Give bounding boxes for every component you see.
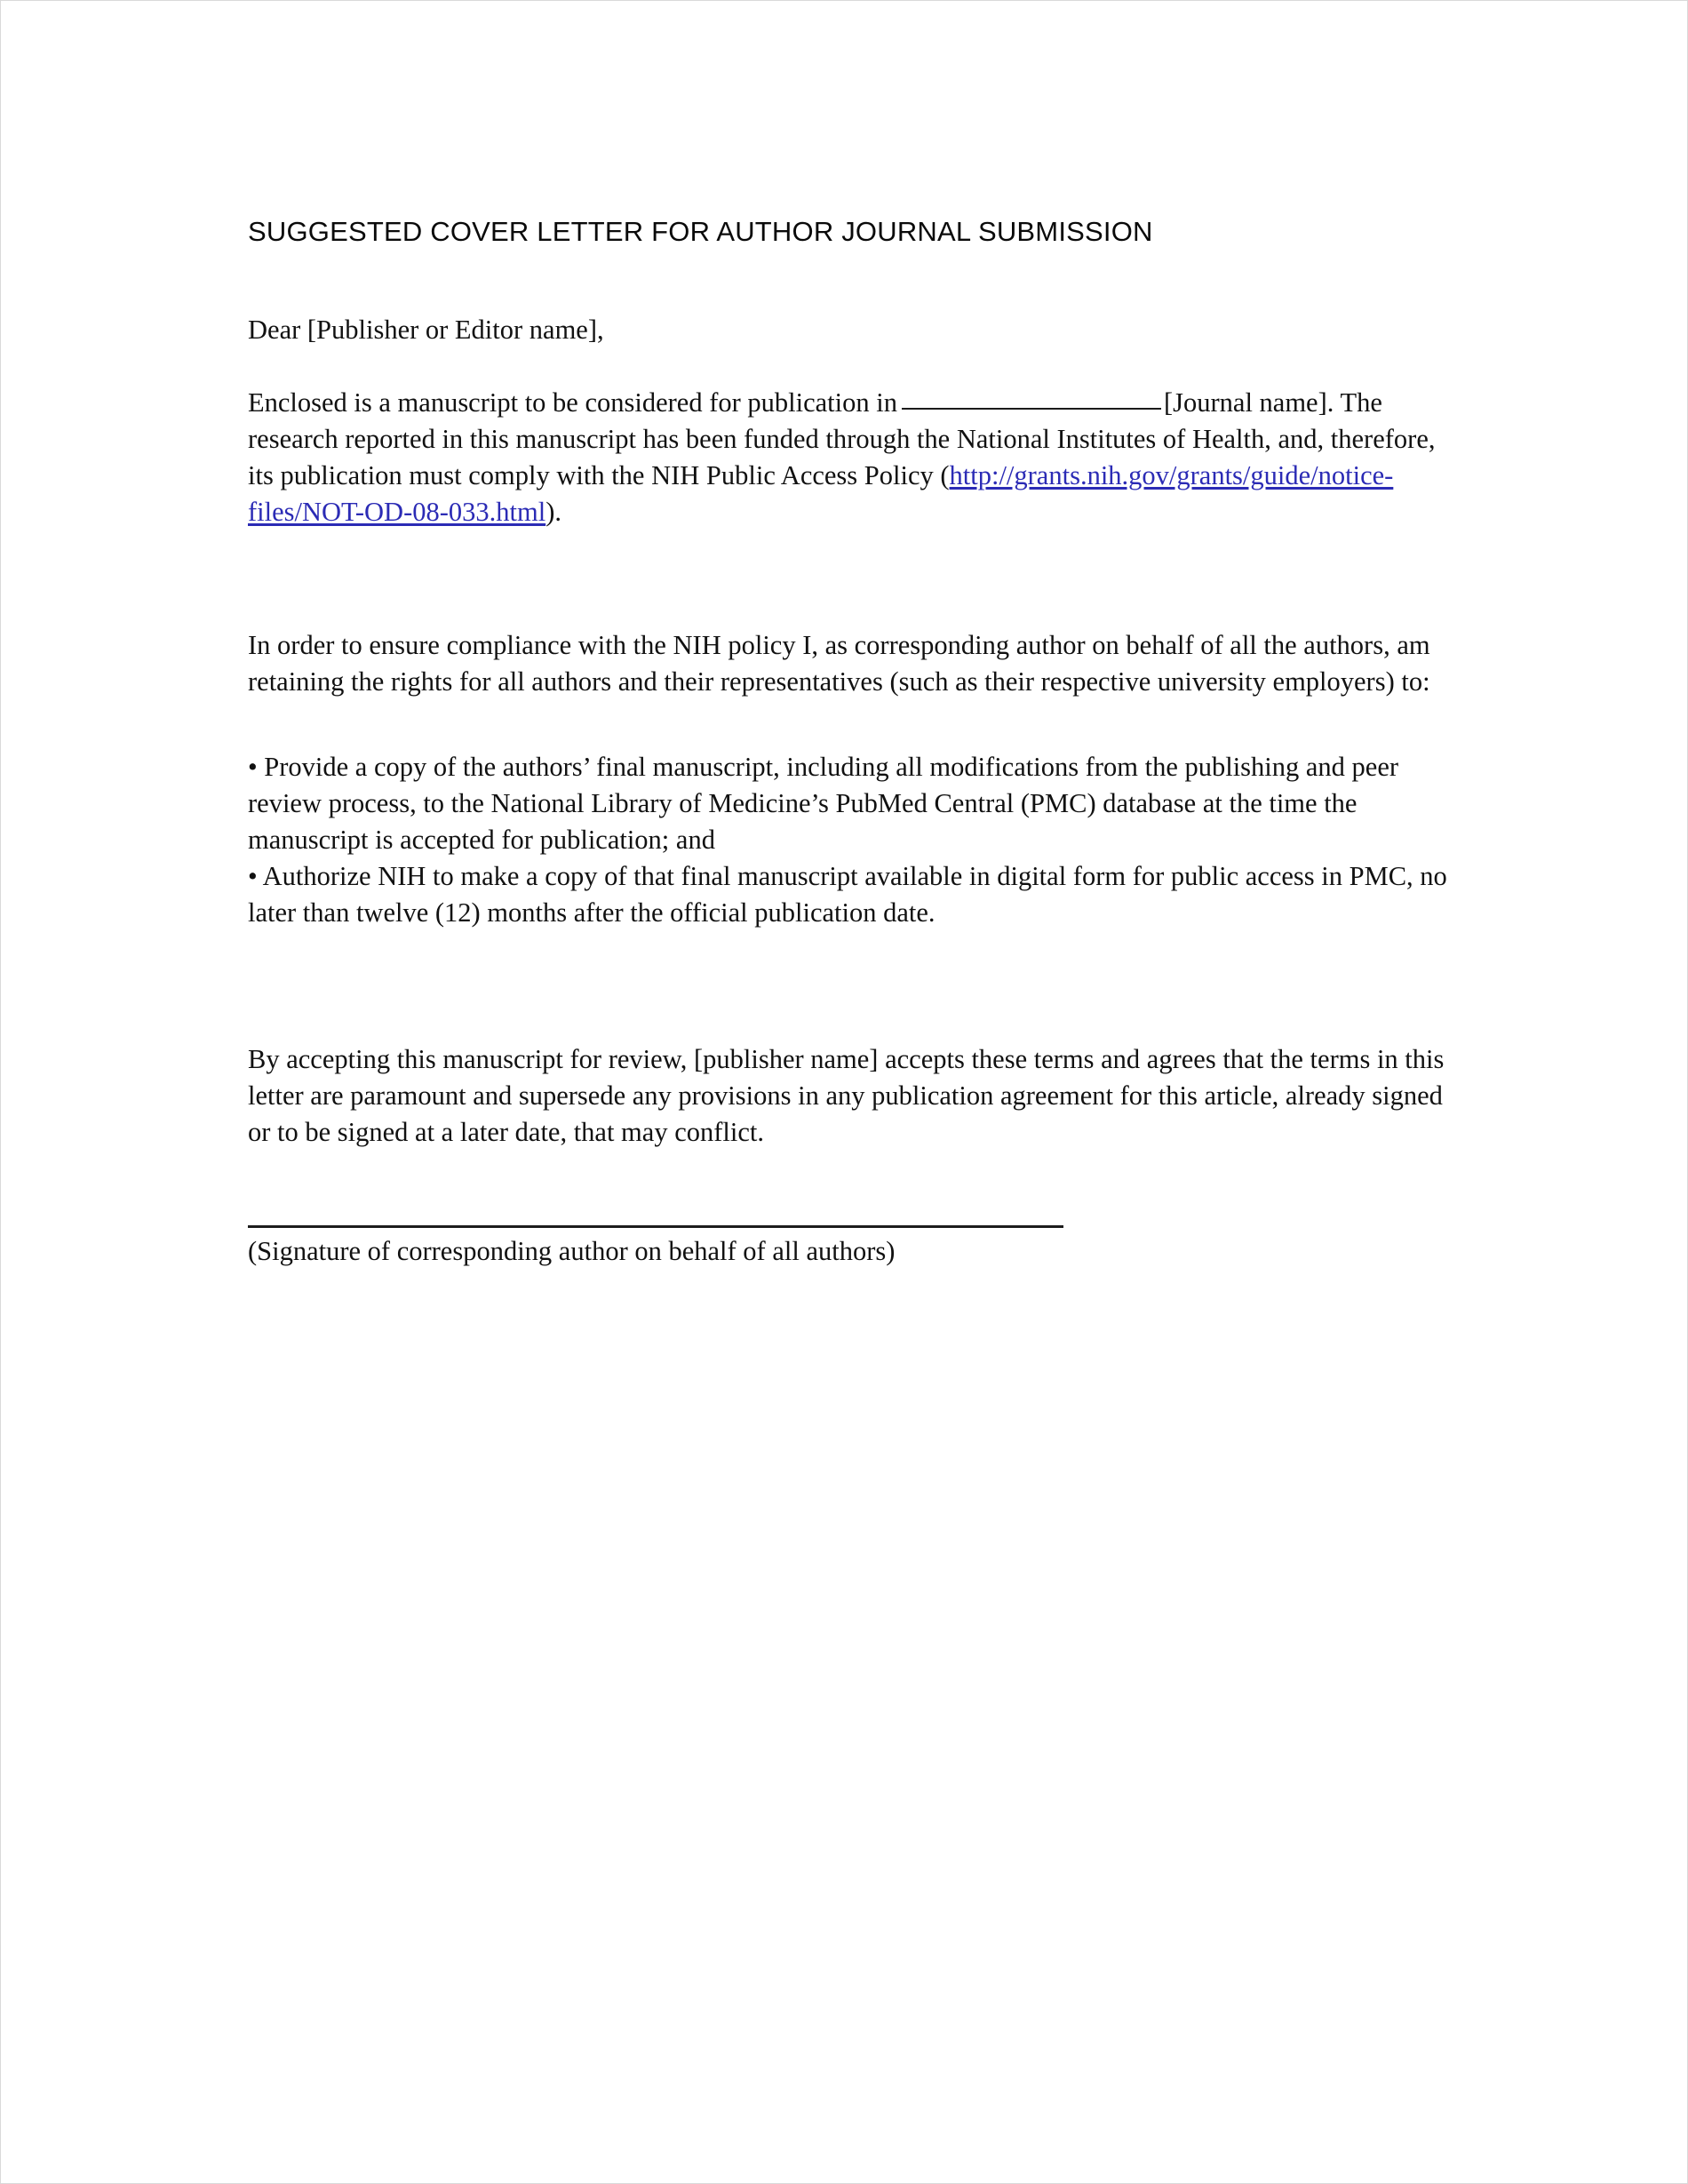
paragraph-accepting: By accepting this manuscript for review, [publisher name] accepts these terms and agrees that the terms in this letter are paramount and supersede any provisions in any publication agreement for this article, already signed or to be signed at a later date, that may conflict. (248, 1044, 1445, 1147)
signature-block (248, 1225, 1449, 1270)
signature-caption: (Signature of corresponding author on behalf of all authors) (248, 1236, 896, 1266)
page-title: SUGGESTED COVER LETTER FOR AUTHOR JOURNAL SUBMISSION (248, 215, 1153, 247)
paragraph-enclosed-before-blank: Enclosed is a manuscript to be considered for publication in (248, 387, 897, 418)
nih-public-access-policy-link[interactable]: http://grants.nih.gov/grants/guide/notice-files/NOT-OD-08-033.html (248, 460, 1394, 527)
salutation-line: Dear [Publisher or Editor name], (248, 315, 604, 345)
paragraph-enclosed-after-blank: [Journal name]. The research reported in this manuscript has been funded through the National Institutes of Health, and, therefore, its publication must comply with the NIH Public Access Policy ( (248, 387, 1436, 490)
paragraph-enclosed-after-link: ). (545, 497, 561, 527)
paragraph-enclosed (248, 385, 1449, 530)
list-item: • Provide a copy of the authors’ final manuscript, including all modifications from the publishing and peer review process, to the National Library of Medicine’s PubMed Central (PMC) database at the time the manuscript is accepted for publication; and (248, 752, 1399, 855)
journal-name-blank-field[interactable] (902, 388, 1161, 410)
list-item: • Authorize NIH to make a copy of that final manuscript available in digital form for public access in PMC, no later than twelve (12) months after the official publication date. (248, 861, 1447, 928)
paragraph-compliance: In order to ensure compliance with the NIH policy I, as corresponding author on behalf of all the authors, am retaining the rights for all authors and their representatives (such as their respective university employers) to: (248, 630, 1430, 697)
signature-rule[interactable] (248, 1225, 1063, 1228)
rights-bullet-list (248, 749, 1449, 931)
